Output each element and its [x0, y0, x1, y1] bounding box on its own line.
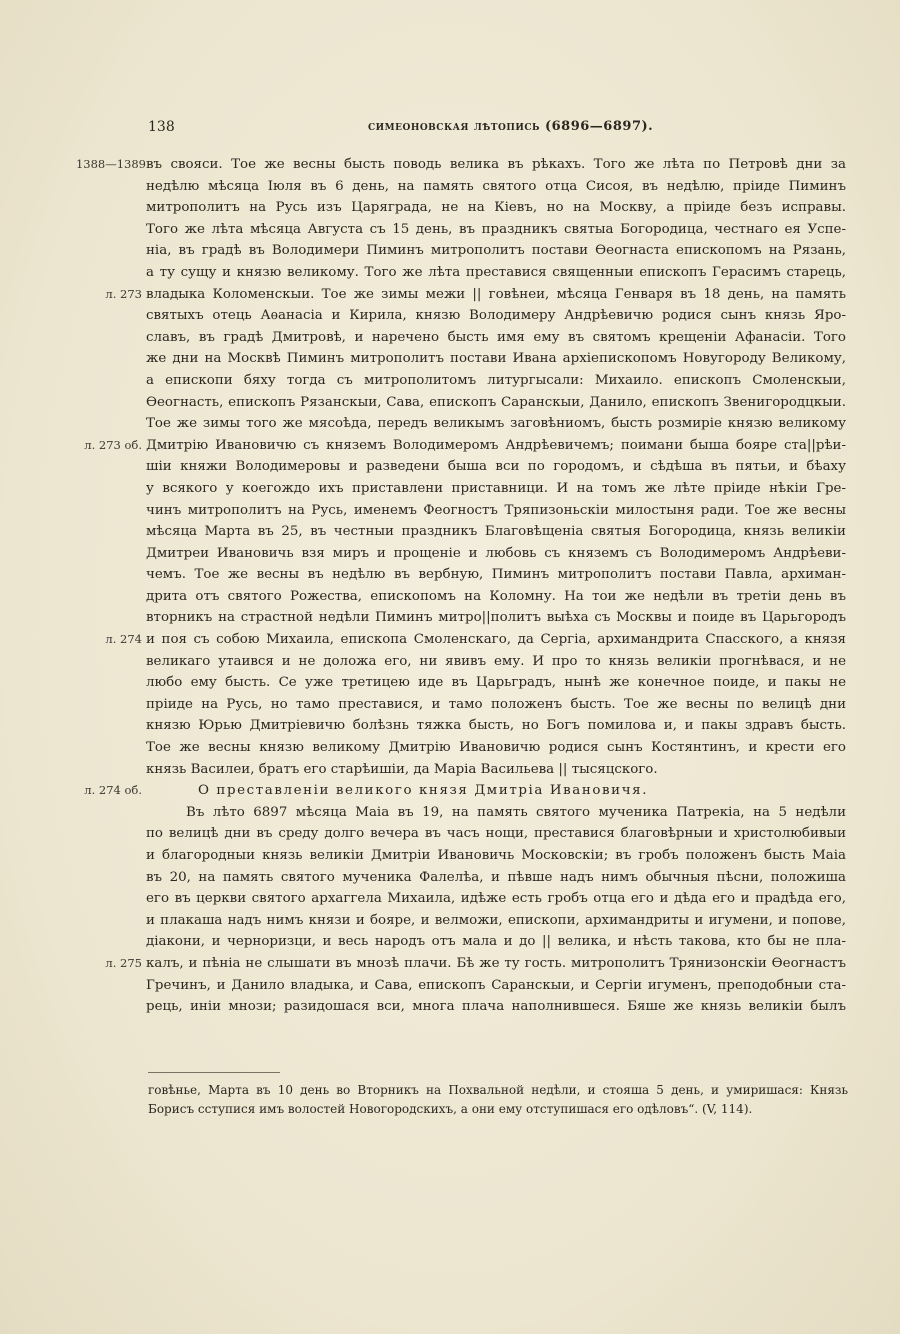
text-line: и поя съ собою Михаила, епископа Смоленскаго, да Сергіа, архимандрита Спасского, а князя: [146, 632, 846, 648]
text-line: Дмитрію Ивановичю съ княземъ Володимеромъ Андрѣевичемъ; поимани быша бояре ста||рѣи-: [146, 437, 846, 453]
text-line: Ѳеогнасть, епископъ Рязанскыи, Сава, епископъ Сарaнскыи, Данило, епископъ Звенигородцкыи.: [146, 394, 846, 410]
text-line: Тое же весны князю великому Дмитрію Ивановичю родися сынъ Костянтинъ, и крести его: [146, 740, 846, 756]
text-line: шіи княжи Володимеровы и разведени быша вси по городомъ, и сѣдѣша въ пятьи, и бѣаху: [146, 459, 846, 475]
margin-note-folio: л. 273: [105, 287, 142, 301]
footnote: [148, 1081, 848, 1119]
text-line: любо ему бысть. Се уже третицею иде въ Царьградъ, нынѣ же конечное поиде, и пакы не: [146, 675, 846, 691]
text-line: и плакаша надъ нимъ князи и бояре, и велможи, епископи, архимандриты и игумени, и попове,: [146, 912, 846, 928]
text-line: Въ лѣто 6897 мѣсяца Маіа въ 19, на память святого мученика Патрекіа, на 5 недѣли: [186, 804, 846, 820]
text-line: славъ, въ градѣ Дмитровѣ, и наречено бысть имя ему въ святомъ крещеніи Афанасіи. Того: [146, 329, 846, 345]
margin-note-folio: л. 274: [105, 632, 142, 646]
text-line: и благородныи князь великіи Дмитріи Ивановичь Московскіи; въ гробъ положенъ бысть Маіа: [146, 848, 846, 863]
text-line: пріиде на Русь, но тамо преставися, и тамо положенъ бысть. Тое же весны по велицѣ дни: [146, 696, 846, 712]
margin-note-folio: л. 274 об.: [84, 783, 142, 797]
text-line: въ 20, на память святого мученика Фалелѣа, и пѣвше надъ нимъ обычныя пѣсни, положиша: [146, 869, 846, 885]
running-title-text: симеоновская лѣтопись: [368, 119, 540, 134]
section-heading: О преставленіи великого князя Дмитріа Ивановичя.: [198, 783, 649, 799]
text-line: Того же лѣта мѣсяца Августа съ 15 день, въ праздникъ святыа Богородица, честнаго ея Успе-: [146, 221, 846, 237]
chronicle-text: [146, 154, 846, 1018]
text-line: калъ, и пѣніа не слышати въ мнозѣ плачи. Бѣ же ту гость. митрополитъ Трянизонскіи Ѳеогнастъ: [146, 955, 846, 971]
text-line: рець, иніи мнози; разидошася вси, многа плача наполнившеся. Бяше же князь великіи былъ: [146, 999, 846, 1015]
page-number: 138: [148, 119, 175, 135]
text-line: въ свояси. Тое же весны бысть поводь велика въ рѣкахъ. Того же лѣта по Петровѣ дни за: [146, 157, 846, 172]
text-line: князю Юрью Дмитріевичю болѣзнь тяжка бысть, но Богъ помилова и, и пакы здравъ бысть.: [146, 718, 846, 734]
running-title-years: (6896—6897).: [544, 119, 654, 134]
text-line: а ту сущу и князю великому. Того же лѣта преставися священныи епископъ Герасимъ старець,: [146, 264, 846, 280]
running-title: [368, 116, 653, 138]
text-line: Дмитреи Ивановичь взя миръ и прощеніе и любовь съ княземъ съ Володимеромъ Андрѣеви-: [146, 545, 846, 561]
margin-note-folio: л. 273 об.: [84, 438, 142, 452]
text-line: дрита отъ святого Рожества, епископомъ на Коломну. На тои же недѣли въ третіи день въ: [146, 588, 846, 604]
text-line: митрополитъ на Русь изъ Царяграда, не на Кіевъ, но на Москву, а пріиде безъ исправы.: [146, 200, 846, 216]
text-line: діакони, и черноризци, и весь народъ отъ мала и до || велика, и нѣсть такова, кто бы не пла-: [146, 934, 846, 950]
text-line: недѣлю мѣсяца Іюля въ 6 день, на память святого отца Сисоя, въ недѣлю, пріиде Пиминъ: [146, 178, 846, 194]
text-line: мѣсяца Марта въ 25, въ честныи праздникъ Благовѣщеніа святыя Богородица, князь великіи: [146, 524, 846, 540]
text-line: владыка Коломенскыи. Тое же зимы межи || говѣнеи, мѣсяца Генваря въ 18 день, на память: [146, 286, 846, 302]
text-line: Тое же зимы того же мясоѣда, передъ великымъ заговѣниомъ, бысть розмиріе князю великому: [146, 416, 846, 432]
text-line: чинъ митрополитъ на Русь, именемъ Феогностъ Тряпизоньскіи милостыня ради. Тое же весны: [146, 502, 846, 518]
text-line: ніа, въ градѣ въ Володимери Пиминъ митрополитъ постави Ѳеогнаста епископомъ на Рязань,: [146, 243, 846, 259]
text-line: по велицѣ дни въ среду долго вечера въ часъ нощи, преставися благовѣрныи и христолюбивыи: [146, 826, 846, 842]
text-line: его въ церкви святого архаггела Михаила, идѣже есть гробъ отца его и дѣда его и прадѣда его,: [146, 891, 846, 907]
footnote-divider: [148, 1072, 280, 1073]
text-line: же дни на Москвѣ Пиминъ митрополитъ постави Ивана архіепископомъ Новугороду Великому,: [146, 351, 846, 367]
text-line: чемъ. Тое же весны въ недѣлю въ вербную, Пиминъ митрополитъ постави Павла, архиман-: [146, 567, 846, 583]
margin-note-folio: л. 275: [105, 956, 142, 970]
text-line: святыхъ отець Аѳанасіа и Кирила, князю Володимеру Андрѣевичю родися сынъ князь Яро-: [146, 308, 846, 324]
text-line: великаго утаився и не доложа его, ни явивъ ему. И про то князь великіи прогнѣвася, и не: [146, 653, 846, 669]
footnote-line: говѣнье, Марта въ 10 день во Вторникъ на Похвальной недѣли, и стояша 5 день, и умиришася: Князь: [148, 1083, 848, 1097]
text-line: вторникъ на страстной недѣли Пиминъ митро||политъ выѣха съ Москвы и поиде въ Царьгородъ: [146, 610, 846, 626]
margin-note-years: 1388—1389: [75, 157, 146, 171]
text-line: князь Василеи, братъ его старѣишіи, да Маріа Васильева || тысяцского.: [146, 761, 658, 777]
text-line: а епископи бяху тогда съ митрополитомъ литургысали: Михаило. епископъ Смоленскыи,: [146, 372, 846, 388]
text-line: у всякого у коегождо ихъ приставлени приставници. И на томъ же лѣте пріиде нѣкіи Гре-: [146, 480, 846, 496]
footnote-line: Борисъ сступися имъ волостей Новогородскихъ, а они ему отступишася его одѣловъ“. (V, 114).: [148, 1102, 753, 1116]
text-line: Гречинъ, и Данило владыка, и Сава, епископъ Сарaнскыи, и Сергіи игуменъ, преподобныи ста-: [146, 977, 846, 993]
